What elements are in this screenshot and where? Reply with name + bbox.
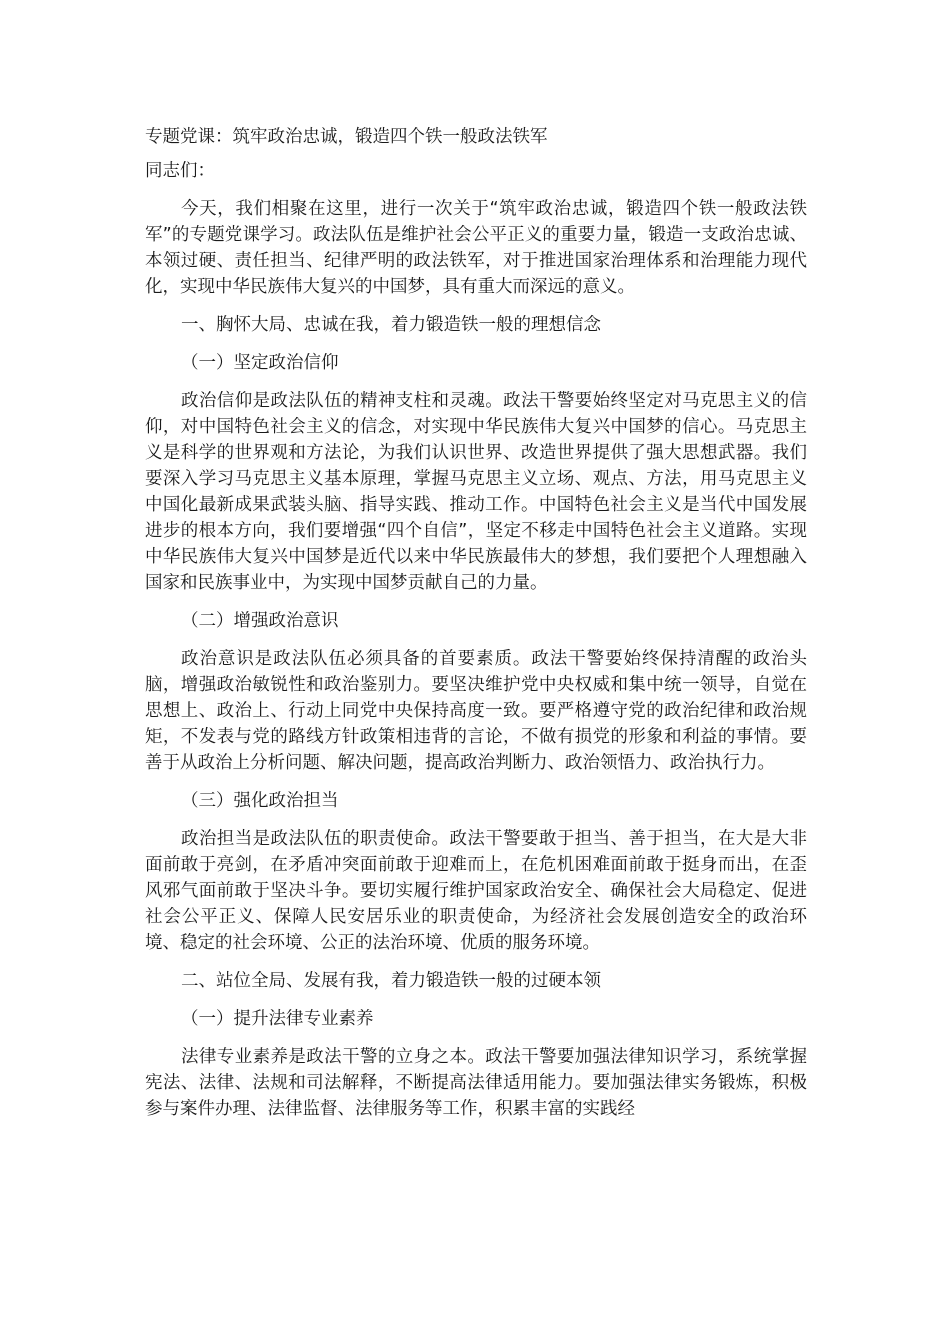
- section-1-sub-1-heading: （一）坚定政治信仰: [181, 353, 339, 373]
- section-2-sub-1-heading: （一）提升法律专业素养: [181, 1009, 374, 1029]
- section-1-heading: 一、胸怀大局、忠诚在我，着力锻造铁一般的理想信念: [181, 315, 601, 335]
- section-1-sub-1-paragraph: 政治信仰是政法队伍的精神支柱和灵魂。政法干警要始终坚定对马克思主义的信仰，对中国特色社会主义的信念，对实现中华民族伟大复兴中国梦的信心。马克思主义是科学的世界观和方法论，为我们认识世界、改造世界提供了强大思想武器。我们要深入学习马克思主义基本原理，掌握马克思主义立场、观点、方法，用马克思主义中国化最新成果武装头脑、指导实践、推动工作。中国特色社会主义是当代中国发展进步的根本方向，我们要增强“四个自信”，坚定不移走中国特色社会主义道路。实现中华民族伟大复兴中国梦是近代以来中华民族最伟大的梦想，我们要把个人理想融入国家和民族事业中，为实现中国梦贡献自己的力量。: [145, 391, 807, 593]
- document-page: [145, 124, 807, 1134]
- salutation: 同志们：: [145, 161, 215, 181]
- section-2-sub-1-paragraph: 法律专业素养是政法干警的立身之本。政法干警要加强法律知识学习，系统掌握宪法、法律、法规和司法解释，不断提高法律适用能力。要加强法律实务锻炼，积极参与案件办理、法律监督、法律服务等工作，积累丰富的实践经: [145, 1047, 807, 1119]
- intro-paragraph: 今天，我们相聚在这里，进行一次关于“筑牢政治忠诚，锻造四个铁一般政法铁军”的专题党课学习。政法队伍是维护社会公平正义的重要力量，锻造一支政治忠诚、本领过硬、责任担当、纪律严明的政法铁军，对于推进国家治理体系和治理能力现代化，实现中华民族伟大复兴的中国梦，具有重大而深远的意义。: [145, 199, 807, 297]
- section-1-sub-3-paragraph: 政治担当是政法队伍的职责使命。政法干警要敢于担当、善于担当，在大是大非面前敢于亮剑，在矛盾冲突面前敢于迎难而上，在危机困难面前敢于挺身而出，在歪风邪气面前敢于坚决斗争。要切实履行维护国家政治安全、确保社会大局稳定、促进社会公平正义、保障人民安居乐业的职责使命，为经济社会发展创造安全的政治环境、稳定的社会环境、公正的法治环境、优质的服务环境。: [145, 829, 807, 953]
- section-1-sub-3-heading: （三）强化政治担当: [181, 791, 339, 811]
- section-2-heading: 二、站位全局、发展有我，着力锻造铁一般的过硬本领: [181, 971, 601, 991]
- document-title: 专题党课：筑牢政治忠诚，锻造四个铁一般政法铁军: [145, 127, 548, 147]
- section-1-sub-2-paragraph: 政治意识是政法队伍必须具备的首要素质。政法干警要始终保持清醒的政治头脑，增强政治敏锐性和政治鉴别力。要坚决维护党中央权威和集中统一领导，自觉在思想上、政治上、行动上同党中央保持高度一致。要严格遵守党的政治纪律和政治规矩，不发表与党的路线方针政策相违背的言论，不做有损党的形象和利益的事情。要善于从政治上分析问题、解决问题，提高政治判断力、政治领悟力、政治执行力。: [145, 649, 807, 773]
- section-1-sub-2-heading: （二）增强政治意识: [181, 611, 339, 631]
